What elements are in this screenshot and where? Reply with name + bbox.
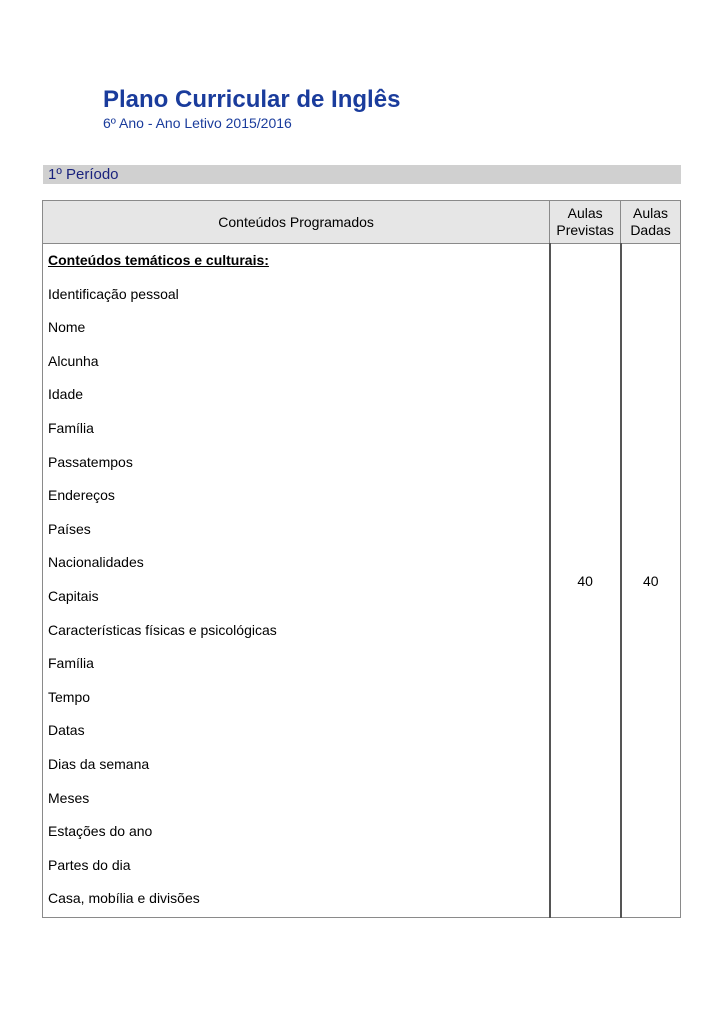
curriculum-table xyxy=(42,200,681,918)
document-title: Plano Curricular de Inglês xyxy=(103,86,401,113)
list-item: Características físicas e psicológicas xyxy=(48,621,277,638)
list-item: Família xyxy=(48,655,94,672)
list-item: Idade xyxy=(48,386,84,403)
header-content: Conteúdos Programados xyxy=(43,201,550,244)
period-heading: 1º Período xyxy=(43,165,681,184)
list-item: Endereços xyxy=(48,487,115,504)
list-item: Tempo xyxy=(48,688,91,705)
list-item: Nome xyxy=(48,319,86,336)
content-heading: Conteúdos temáticos e culturais: xyxy=(48,252,269,268)
content-list xyxy=(48,286,544,908)
planned-lessons-value: 40 xyxy=(550,244,621,918)
header-planned-lessons: Aulas Previstas xyxy=(550,201,621,244)
list-item: Passatempos xyxy=(48,453,133,470)
header-given-lessons: Aulas Dadas xyxy=(621,201,681,244)
list-item: Família xyxy=(48,419,94,436)
list-item: Nacionalidades xyxy=(48,554,144,571)
list-item: Datas xyxy=(48,722,85,739)
list-item: Alcunha xyxy=(48,352,99,369)
list-item: Meses xyxy=(48,789,90,806)
list-item: Estações do ano xyxy=(48,823,153,840)
list-item: Dias da semana xyxy=(48,755,150,772)
list-item: Identificação pessoal xyxy=(48,285,179,302)
given-lessons-value: 40 xyxy=(621,244,681,918)
table-row xyxy=(43,244,681,918)
table-header-row xyxy=(43,201,681,244)
content-cell xyxy=(43,244,550,918)
list-item: Partes do dia xyxy=(48,856,131,873)
document-subtitle: 6º Ano - Ano Letivo 2015/2016 xyxy=(103,115,292,131)
list-item: Capitais xyxy=(48,587,99,604)
list-item: Países xyxy=(48,520,91,537)
list-item: Casa, mobília e divisões xyxy=(48,890,200,907)
